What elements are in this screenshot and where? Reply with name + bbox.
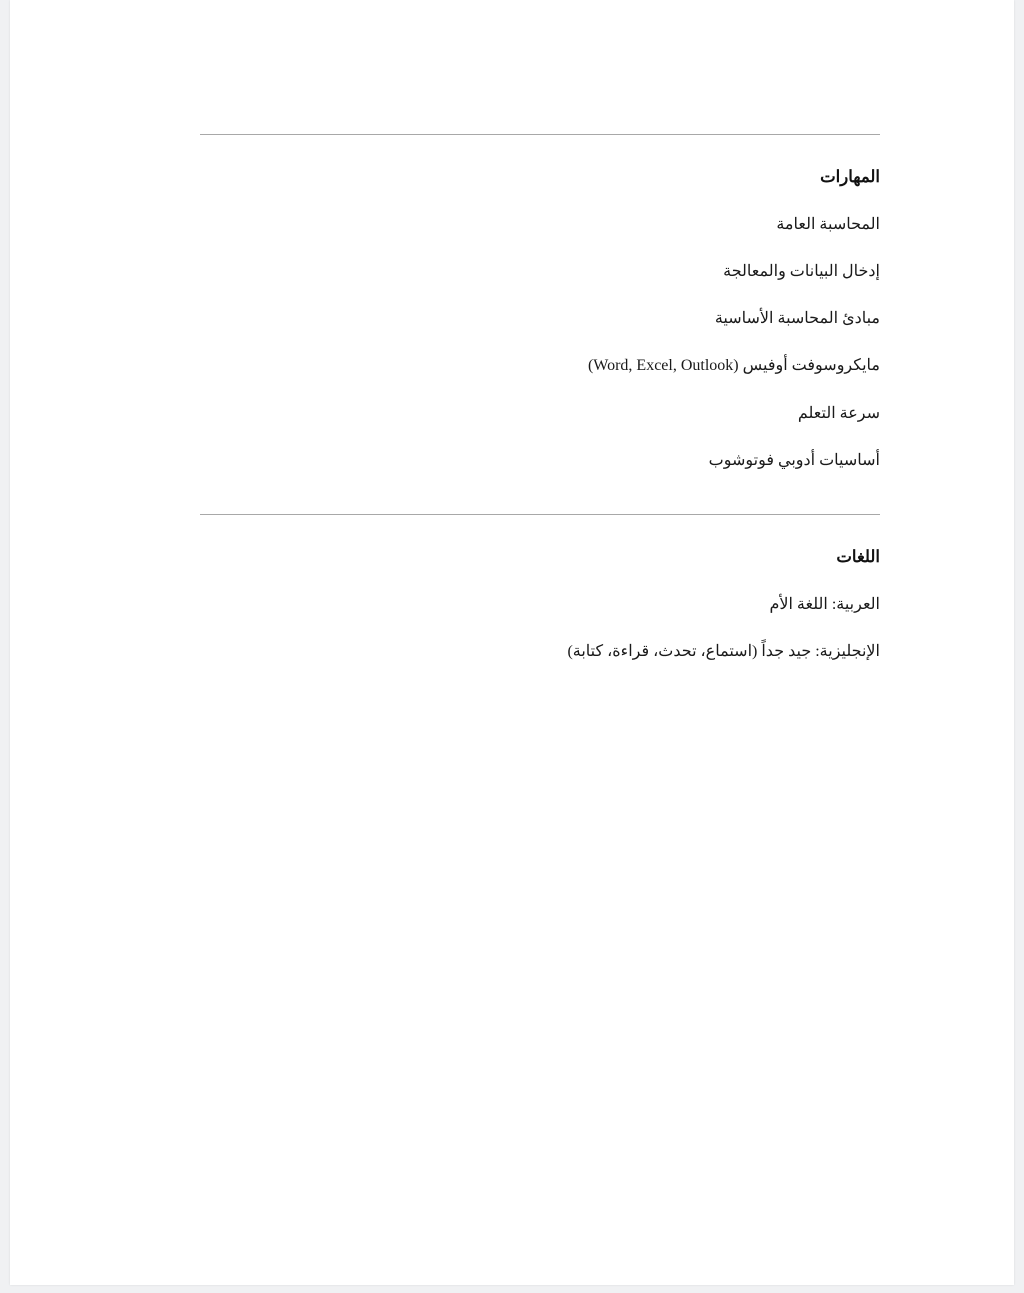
spacer	[200, 470, 880, 514]
section-divider-top	[200, 134, 880, 135]
section-skills	[200, 167, 880, 470]
language-item: العربية: اللغة الأم	[769, 595, 880, 613]
skill-item: مبادئ المحاسبة الأساسية	[714, 310, 880, 328]
section-title-languages: اللغات	[836, 546, 880, 566]
skill-item: المحاسبة العامة	[776, 215, 880, 233]
document-page	[10, 0, 1014, 1285]
section-divider-middle	[200, 514, 880, 515]
section-title-skills: المهارات	[820, 167, 880, 186]
skill-item: أساسيات أدوبي فوتوشوب	[708, 451, 880, 469]
skill-item: سرعة التعلم	[797, 404, 880, 422]
document-body	[10, 0, 1014, 1285]
language-item: الإنجليزية: جيد جداً (استماع، تحدث، قراءة، كتابة)	[567, 642, 880, 660]
skill-item: مايكروسوفت أوفيس (Word, Excel, Outlook)	[587, 357, 880, 375]
resume-content	[200, 134, 880, 661]
section-languages	[200, 547, 880, 661]
skill-item: إدخال البيانات والمعالجة	[723, 262, 880, 280]
